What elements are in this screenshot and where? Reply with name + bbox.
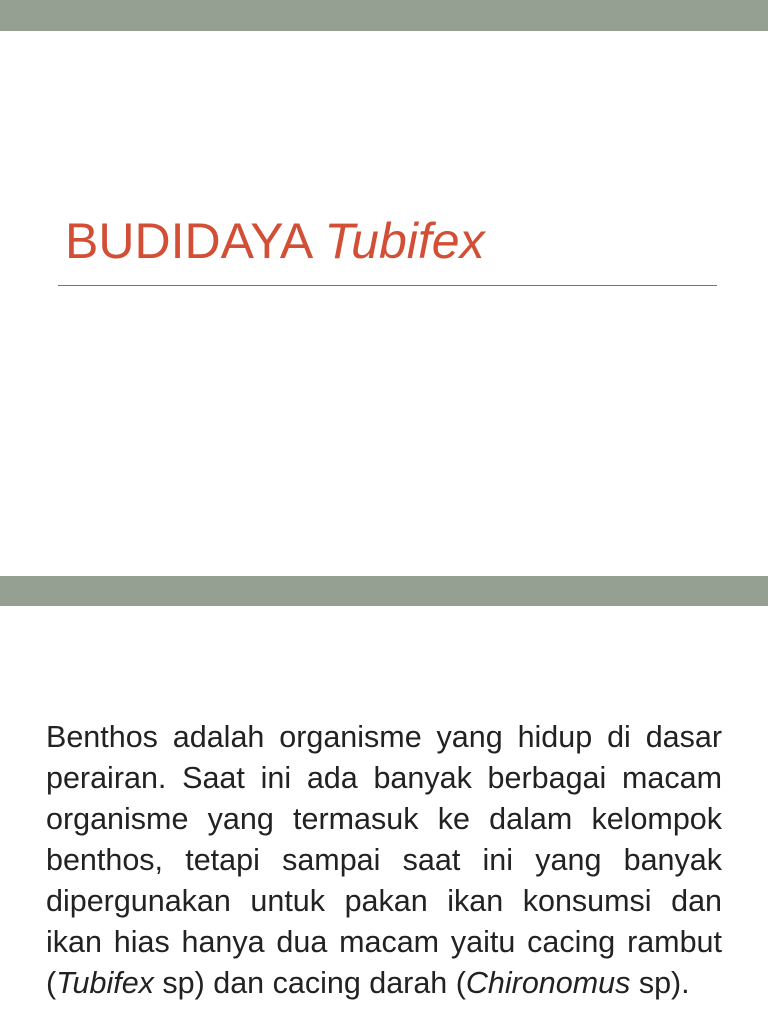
- body-text-segment: sp).: [630, 966, 690, 1000]
- species-name-chironomus: Chironomus: [465, 966, 631, 1000]
- body-text-segment: Benthos adalah organisme yang hidup di dasar perairan. Saat ini ada banyak berbagai macam organisme yang termasuk ke dalam kelompok benthos, tetapi sampai saat ini yang banyak dipergunakan untuk pakan ikan konsumsi dan ikan hias hanya dua macam yaitu cacing rambut (: [46, 720, 722, 1000]
- body-paragraph: [46, 717, 722, 1004]
- slide-title-plain: BUDIDAYA: [65, 213, 325, 269]
- body-text-segment: sp) dan cacing darah (: [153, 966, 466, 1000]
- slide-title: [65, 209, 485, 273]
- title-underline: [58, 285, 717, 286]
- slide-title-italic: Tubifex: [324, 213, 485, 269]
- slide-divider-band: [0, 576, 768, 606]
- slide-header-band: [0, 0, 768, 31]
- species-name-tubifex: Tubifex: [56, 966, 154, 1000]
